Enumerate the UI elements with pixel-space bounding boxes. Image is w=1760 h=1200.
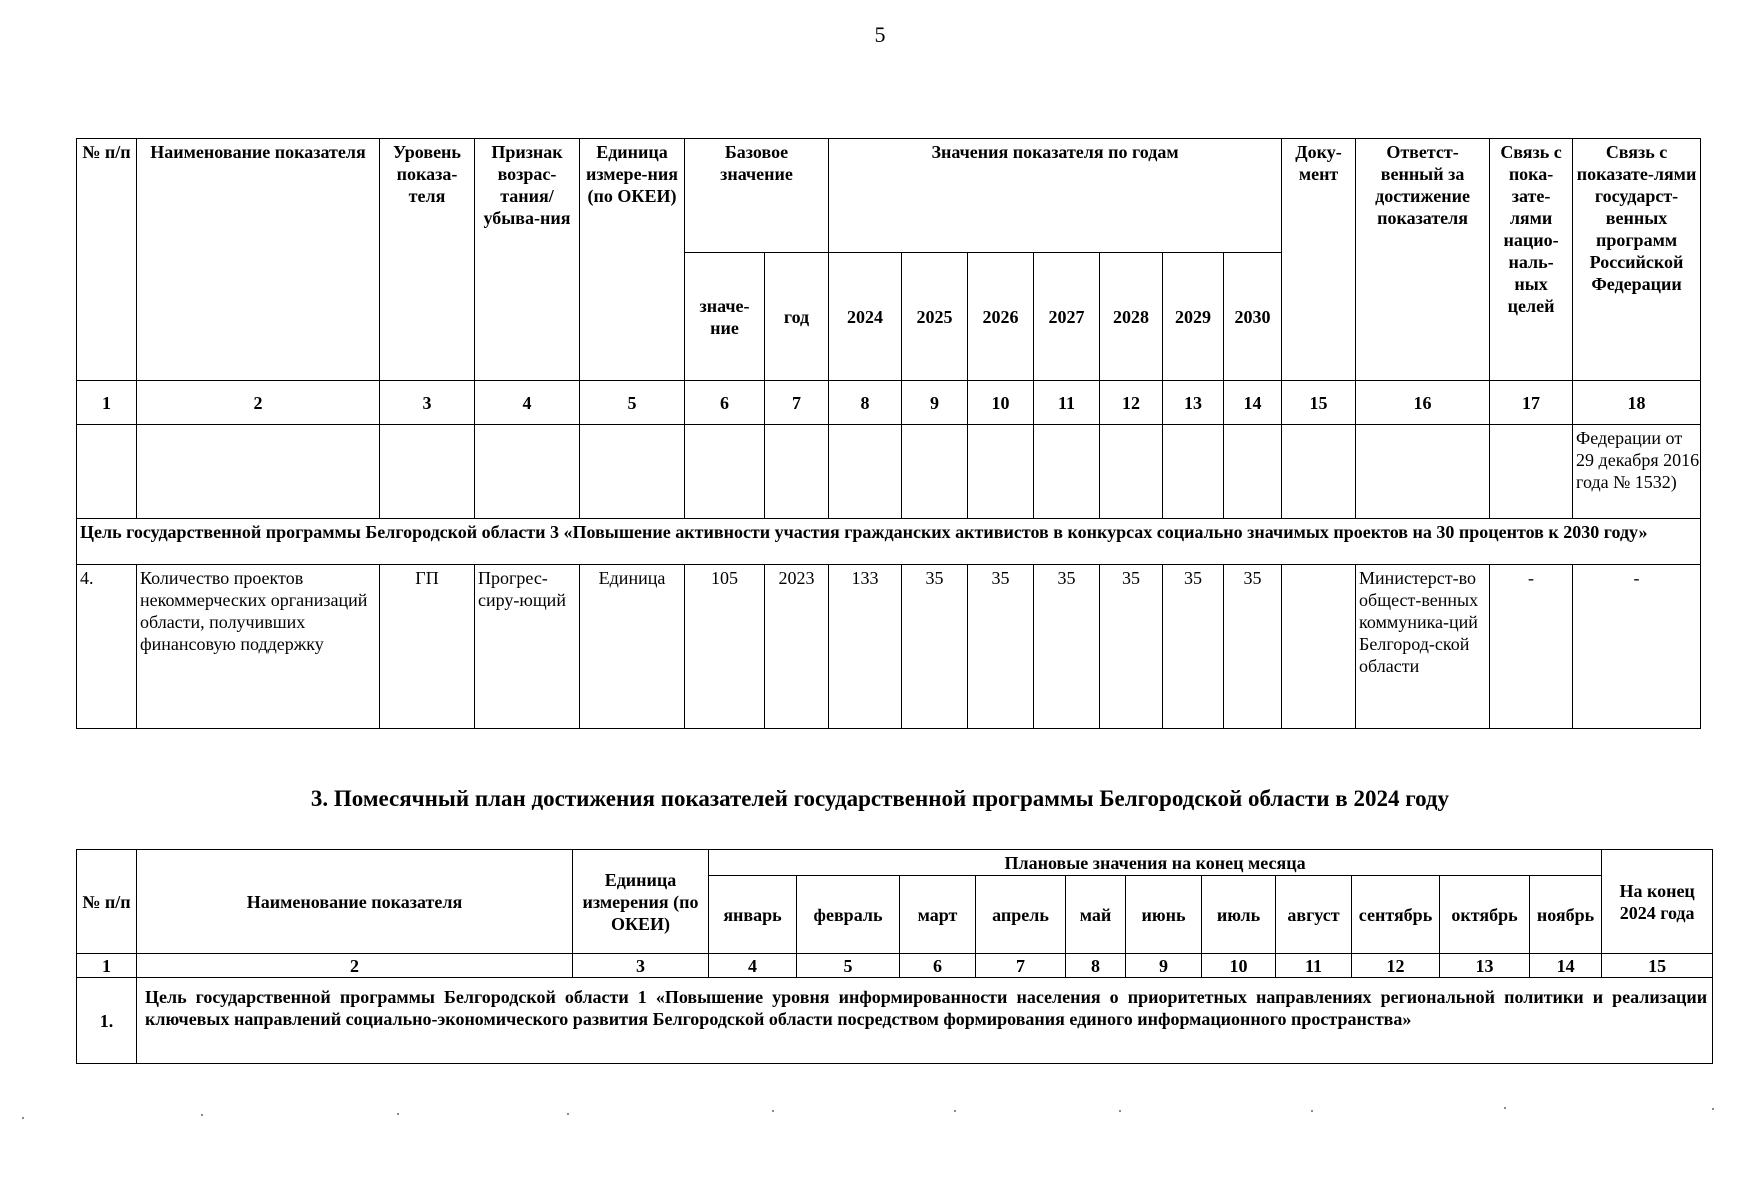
goal-1-text: Цель государственной программы Белгородской области 1 «Повышение уровня информированности населения о приоритетных направлениях региональной политики и реализации ключевых направлений социально-экономического развития Белгородской области посредством формирования единого информационного пространства» bbox=[137, 978, 1713, 1064]
t2-header-month: ноябрь bbox=[1530, 876, 1602, 954]
column-number: 14 bbox=[1224, 381, 1282, 425]
t2-header-month: апрель bbox=[976, 876, 1066, 954]
t2-column-number: 7 bbox=[976, 954, 1066, 978]
column-number: 3 bbox=[380, 381, 475, 425]
scan-speck bbox=[1119, 1110, 1121, 1112]
continuation-row bbox=[77, 425, 1701, 519]
header-federal-programs: Связь с показате-лями государст-венных программ Российской Федерации bbox=[1573, 139, 1701, 381]
scan-speck bbox=[1504, 1107, 1506, 1109]
row-federal-programs: - bbox=[1573, 565, 1701, 729]
row-unit: Единица bbox=[580, 565, 685, 729]
row-sign: Прогрес-сиру-ющий bbox=[475, 565, 580, 729]
t2-column-number: 11 bbox=[1276, 954, 1352, 978]
column-number: 11 bbox=[1034, 381, 1100, 425]
section-title: 3. Помесячный план достижения показателей государственной программы Белгородской области в 2024 году bbox=[310, 786, 1450, 811]
t2-header-month: сентябрь bbox=[1352, 876, 1440, 954]
scan-speck bbox=[22, 1117, 24, 1119]
row-value-2025: 35 bbox=[902, 565, 968, 729]
t2-column-number: 12 bbox=[1352, 954, 1440, 978]
row-name: Количество проектов некоммерческих организаций области, получивших финансовую поддержку bbox=[137, 565, 380, 729]
column-number: 2 bbox=[137, 381, 380, 425]
t2-header-num: № п/п bbox=[77, 850, 137, 954]
scan-speck bbox=[201, 1114, 203, 1116]
header-level: Уровень показа-теля bbox=[380, 139, 475, 381]
column-number: 4 bbox=[475, 381, 580, 425]
t2-column-number: 3 bbox=[573, 954, 709, 978]
scan-speck bbox=[567, 1113, 569, 1115]
t2-column-number: 13 bbox=[1440, 954, 1530, 978]
table-row bbox=[77, 565, 1701, 729]
header-year: 2029 bbox=[1163, 253, 1224, 381]
column-number: 15 bbox=[1282, 381, 1356, 425]
row-doc bbox=[1282, 565, 1356, 729]
row-value-2030: 35 bbox=[1224, 565, 1282, 729]
row-value-2027: 35 bbox=[1034, 565, 1100, 729]
t2-header-month: август bbox=[1276, 876, 1352, 954]
t2-header-end: На конец 2024 года bbox=[1602, 850, 1713, 954]
t2-header-plan-group: Плановые значения на конец месяца bbox=[709, 850, 1602, 876]
t2-column-number: 15 bbox=[1602, 954, 1713, 978]
column-number: 8 bbox=[829, 381, 902, 425]
t2-column-number: 9 bbox=[1126, 954, 1202, 978]
column-number: 1 bbox=[77, 381, 137, 425]
header-num: № п/п bbox=[77, 139, 137, 381]
t2-header-month: февраль bbox=[797, 876, 900, 954]
row-value-2024: 133 bbox=[829, 565, 902, 729]
t2-column-number: 1 bbox=[77, 954, 137, 978]
row-num: 4. bbox=[77, 565, 137, 729]
header-year: 2024 bbox=[829, 253, 902, 381]
continuation-text: Федерации от 29 декабря 2016 года № 1532) bbox=[1573, 425, 1701, 519]
column-number: 16 bbox=[1356, 381, 1490, 425]
t2-column-number: 6 bbox=[900, 954, 976, 978]
column-number: 10 bbox=[968, 381, 1034, 425]
column-number: 18 bbox=[1573, 381, 1701, 425]
header-year: 2025 bbox=[902, 253, 968, 381]
t2-column-number: 2 bbox=[137, 954, 573, 978]
t2-header-month: май bbox=[1066, 876, 1126, 954]
row-national-goals: - bbox=[1490, 565, 1573, 729]
header-national-goals: Связь с пока-зате-лями нацио-наль-ных целей bbox=[1490, 139, 1573, 381]
header-unit: Единица измере-ния (по ОКЕИ) bbox=[580, 139, 685, 381]
header-sign: Признак возрас-тания/ убыва-ния bbox=[475, 139, 580, 381]
monthly-plan-table bbox=[76, 849, 1713, 1064]
row-responsible: Министерст-во общест-венных коммуника-ций Белгород-ской области bbox=[1356, 565, 1490, 729]
t2-header-unit: Единица измерения (по ОКЕИ) bbox=[573, 850, 709, 954]
column-number: 5 bbox=[580, 381, 685, 425]
header-year: 2030 bbox=[1224, 253, 1282, 381]
row-value-2029: 35 bbox=[1163, 565, 1224, 729]
header-year: 2026 bbox=[968, 253, 1034, 381]
scan-speck bbox=[772, 1110, 774, 1112]
t2-header-month: март bbox=[900, 876, 976, 954]
t2-header-month: январь bbox=[709, 876, 797, 954]
t2-header-month: октябрь bbox=[1440, 876, 1530, 954]
t2-header-name: Наименование показателя bbox=[137, 850, 573, 954]
t2-column-number: 5 bbox=[797, 954, 900, 978]
row-base-year: 2023 bbox=[765, 565, 829, 729]
column-number: 6 bbox=[685, 381, 765, 425]
header-year: 2027 bbox=[1034, 253, 1100, 381]
column-number: 13 bbox=[1163, 381, 1224, 425]
column-number: 17 bbox=[1490, 381, 1573, 425]
scan-speck bbox=[397, 1113, 399, 1115]
t2-column-number: 10 bbox=[1202, 954, 1276, 978]
header-years-group: Значения показателя по годам bbox=[829, 139, 1282, 253]
row-base-value: 105 bbox=[685, 565, 765, 729]
header-base-year: год bbox=[765, 253, 829, 381]
t2-column-number: 4 bbox=[709, 954, 797, 978]
row-value-2026: 35 bbox=[968, 565, 1034, 729]
t2-header-month: июнь bbox=[1126, 876, 1202, 954]
page-number: 5 bbox=[874, 22, 886, 47]
header-responsible: Ответст-венный за достижение показателя bbox=[1356, 139, 1490, 381]
header-base-value: значе-ние bbox=[685, 253, 765, 381]
column-number: 7 bbox=[765, 381, 829, 425]
t2-goal-num: 1. bbox=[77, 978, 137, 1064]
column-number: 12 bbox=[1100, 381, 1163, 425]
goal-3-text: Цель государственной программы Белгородской области 3 «Повышение активности участия гражданских активистов в конкурсах социально значимых проектов на 30 процентов к 2030 году» bbox=[77, 519, 1701, 565]
header-doc: Доку-мент bbox=[1282, 139, 1356, 381]
indicators-table bbox=[76, 138, 1701, 729]
row-level: ГП bbox=[380, 565, 475, 729]
t2-column-number: 8 bbox=[1066, 954, 1126, 978]
t2-header-month: июль bbox=[1202, 876, 1276, 954]
scan-speck bbox=[1712, 1108, 1714, 1110]
t2-column-number: 14 bbox=[1530, 954, 1602, 978]
column-number: 9 bbox=[902, 381, 968, 425]
header-base: Базовое значение bbox=[685, 139, 829, 253]
row-value-2028: 35 bbox=[1100, 565, 1163, 729]
scan-speck bbox=[954, 1110, 956, 1112]
header-year: 2028 bbox=[1100, 253, 1163, 381]
scan-speck bbox=[1311, 1110, 1313, 1112]
header-name: Наименование показателя bbox=[137, 139, 380, 381]
